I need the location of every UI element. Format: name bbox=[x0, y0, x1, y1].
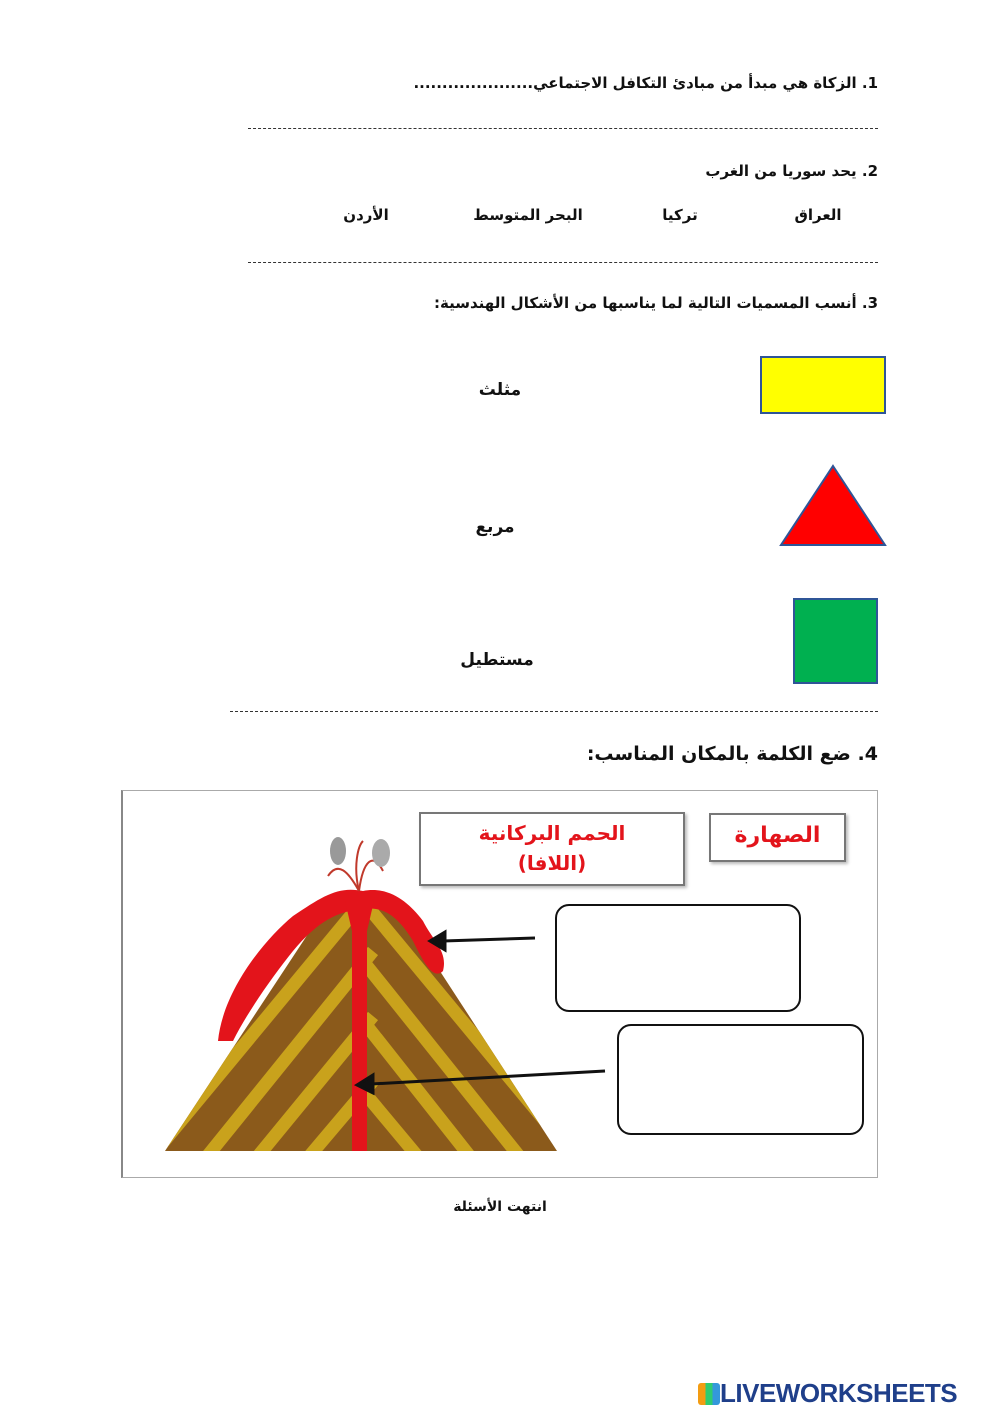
word-lava-line2: (اللافا) bbox=[517, 851, 587, 875]
option-jordan[interactable]: الأردن bbox=[343, 206, 389, 224]
question-4: 4. ضع الكلمة بالمكان المناسب: bbox=[586, 743, 878, 765]
answer-box-lava[interactable] bbox=[555, 904, 801, 1012]
red-triangle bbox=[778, 463, 888, 548]
divider bbox=[248, 128, 878, 129]
word-lava[interactable] bbox=[419, 812, 685, 886]
word-lava-line1: الحمم البركانية bbox=[478, 821, 626, 845]
question-1: 1. الزكاة هي مبدأ من مبادئ التكافل الاجتماعي..................... bbox=[413, 74, 878, 92]
answer-box-magma[interactable] bbox=[617, 1024, 864, 1135]
option-mediterranean[interactable]: البحر المتوسط bbox=[473, 206, 583, 224]
logo-icon bbox=[698, 1383, 720, 1405]
volcano-diagram bbox=[121, 790, 878, 1178]
label-rectangle[interactable]: مستطيل bbox=[460, 650, 534, 670]
question-3: 3. أنسب المسميات التالية لما يناسبها من الأشكال الهندسية: bbox=[434, 294, 878, 312]
green-square bbox=[793, 598, 878, 684]
footer-text: انتهت الأسئلة bbox=[453, 1199, 547, 1215]
word-magma[interactable]: الصهارة bbox=[709, 813, 846, 862]
label-square[interactable]: مربع bbox=[475, 517, 515, 537]
label-triangle[interactable]: مثلث bbox=[478, 380, 522, 400]
divider bbox=[248, 262, 878, 263]
divider bbox=[230, 711, 878, 712]
logo-text: LIVEWORKSHEETS bbox=[720, 1378, 958, 1408]
option-turkey[interactable]: تركيا bbox=[662, 206, 698, 224]
question-2: 2. يحد سوريا من الغرب bbox=[705, 162, 878, 180]
option-iraq[interactable]: العراق bbox=[794, 206, 842, 224]
liveworksheets-logo bbox=[698, 1378, 957, 1409]
yellow-rectangle bbox=[760, 356, 886, 414]
